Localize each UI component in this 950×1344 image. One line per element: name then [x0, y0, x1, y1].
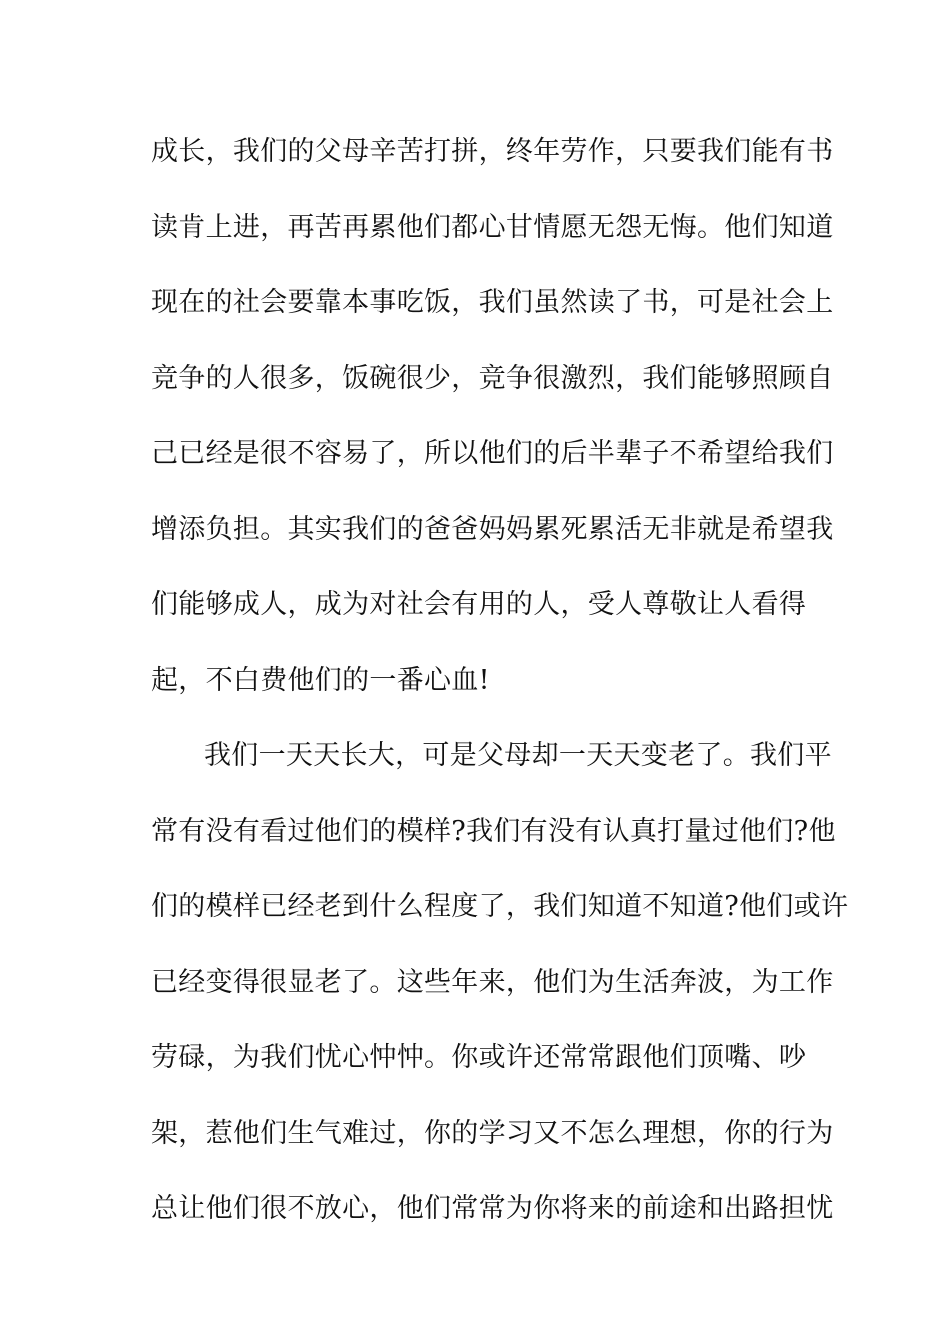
- text-line: 们能够成人，成为对社会有用的人，受人尊敬让人看得: [151, 589, 807, 620]
- text-line: 总让他们很不放心，他们常常为你将来的前途和出路担忧: [151, 1193, 834, 1224]
- text-line: 现在的社会要靠本事吃饭，我们虽然读了书，可是社会上: [151, 287, 834, 318]
- text-line: 们的模样已经老到什么程度了，我们知道不知道?他们或许: [151, 891, 849, 922]
- text-line: 己已经是很不容易了，所以他们的后半辈子不希望给我们: [151, 438, 834, 469]
- text-line: 已经变得很显老了。这些年来，他们为生活奔波，为工作: [151, 966, 834, 998]
- text-line: 起，不白费他们的一番心血!: [151, 664, 490, 696]
- text-line: 劳碌，为我们忧心忡忡。你或许还常常跟他们顶嘴、吵: [151, 1042, 807, 1073]
- text-line: 增添负担。其实我们的爸爸妈妈累死累活无非就是希望我: [151, 513, 834, 545]
- paragraph-start-line: 我们一天天长大，可是父母却一天天变老了。我们平: [204, 740, 832, 771]
- text-line: 架，惹他们生气难过，你的学习又不怎么理想，你的行为: [151, 1117, 834, 1149]
- text-line: 成长，我们的父母辛苦打拼，终年劳作，只要我们能有书: [151, 136, 834, 167]
- body-text: [151, 132, 849, 1265]
- text-line: 常有没有看过他们的模样?我们有没有认真打量过他们?他: [151, 815, 836, 847]
- text-line: 读肯上进，再苦再累他们都心甘情愿无怨无悔。他们知道: [151, 211, 834, 243]
- text-line: 竞争的人很多，饭碗很少，竞争很激烈，我们能够照顾自: [151, 362, 834, 394]
